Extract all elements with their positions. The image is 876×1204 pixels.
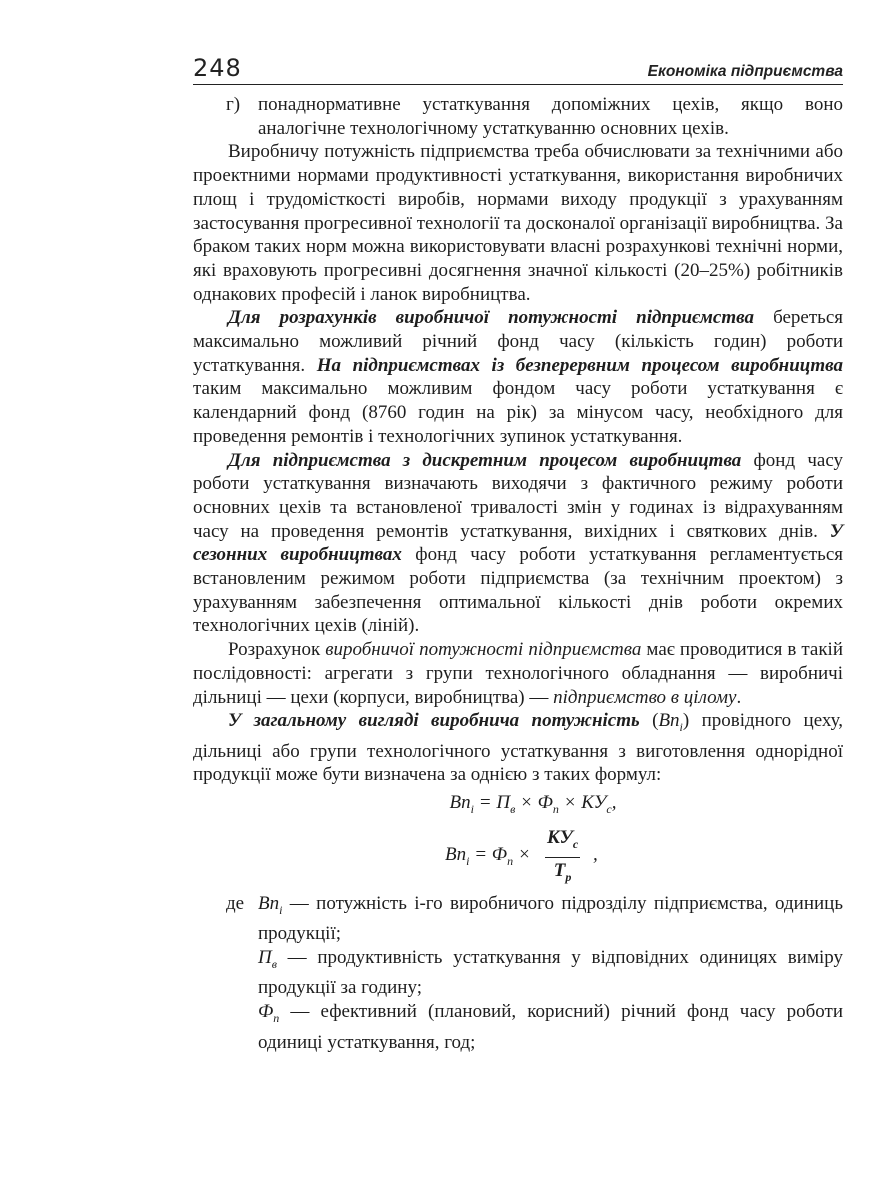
formula-operator: × — [515, 792, 538, 814]
page-number: 248 — [193, 54, 242, 82]
formula-2 — [193, 826, 843, 886]
body-text — [193, 93, 843, 1054]
fraction-numerator — [545, 826, 580, 859]
formula-symbol: КУ — [547, 826, 573, 848]
formula-symbol: Т — [553, 860, 566, 882]
formula-punctuation: , — [593, 843, 598, 865]
paragraph-capacity-norms — [193, 140, 843, 306]
definition-intro: де — [226, 892, 245, 914]
formula-operator: × — [558, 792, 582, 814]
definition-text: — ефективний (плановий, корисний) річний фонд часу роботи одиниці устаткування, год; — [258, 1001, 843, 1053]
formula-symbol: Ф — [491, 843, 508, 865]
definition-text: — потужність і-го виробничого підрозділу підприємства, одиниць продукції; — [258, 892, 843, 945]
formula-symbol: КУ — [581, 792, 607, 814]
page-header — [193, 54, 843, 85]
paragraph-text: фонд часу роботи устаткування визначають виходячи з фактичного режиму роботи основних цехів та встановленої тривалості змін у годинах із відрахуванням часу на проведення ремонтів устаткування, вихідних і святкових днів. — [193, 449, 843, 542]
definition-symbol: П — [258, 946, 272, 968]
definition-text: — продуктивність устаткування у відповідних одиницях виміру продукції за годину; — [258, 946, 843, 999]
paragraph-discrete-process — [193, 449, 843, 639]
list-item-text: понаднормативне устаткування допоміжних цехів, якщо воно аналогічне технологічному устаткуванню основних цехів. — [258, 94, 843, 139]
paragraph-text: береться максимально можливий річний фонд часу (кількість годин) роботи устаткування. — [193, 307, 843, 376]
paragraph-text: ( — [639, 710, 659, 732]
paragraph-text: має проводитися в такій послідовності: агрегати з групи технологічного обладнання — виробничі дільниці — цехи (корпуси, виробництва) — — [193, 639, 843, 708]
emphasis-term: На підприємствах із безперервним процесом виробництва — [316, 354, 844, 376]
formula-subscript: с — [572, 836, 579, 851]
definition-item — [193, 1000, 843, 1054]
paragraph-text: Розрахунок — [228, 639, 326, 661]
paragraph-text: Виробничу потужність підприємства треба обчислювати за технічними або проектними нормами продуктивності устаткування, використання виробничих площ і трудомісткості виробів, нормами виходу продукції з урахуванням застосування прогресивної технології та досконалої організації виробництва. За браком таких норм можна використовувати власні розрахункові технічні норми, які враховують прогресивні досягнення значної кількості (20–25%) робітників однакових професій і ланок виробництва. — [193, 141, 843, 305]
definition-symbol: Вп — [258, 892, 280, 914]
definition-subscript: в — [271, 956, 277, 971]
running-title: Економіка підприємства — [647, 63, 843, 80]
definition-item — [193, 892, 843, 946]
formula-operator: = — [469, 843, 492, 865]
paragraph-time-fund — [193, 306, 843, 448]
formula-subscript: i — [470, 801, 474, 816]
emphasis-term: Для підприємства з дискретним процесом виробництва — [228, 449, 742, 471]
formula-symbol: Ф — [537, 792, 553, 814]
emphasis-term: У сезонних виробництвах — [193, 520, 843, 566]
italic-term: підприємство в цілому — [553, 686, 737, 708]
paragraph-text: . — [736, 686, 742, 708]
formula-subscript: i — [466, 853, 470, 868]
definition-symbol: Ф — [258, 1001, 274, 1023]
formula-subscript: р — [565, 869, 572, 884]
formula-symbol: Вп — [449, 792, 471, 814]
paragraph-general-formula — [193, 709, 843, 787]
formula-operator: = — [474, 792, 497, 814]
formula-symbol: Вп — [445, 843, 467, 865]
formula-lhs — [445, 843, 531, 874]
formula-operator: × — [513, 843, 531, 865]
list-item-g — [193, 93, 843, 140]
formula-subscript: п — [552, 801, 559, 816]
paragraph-text: ) провідного цеху, дільниці або групи технологічного устаткування з виготовлення однорідної продукції може бути визначена за однією з таких формул: — [193, 710, 844, 786]
formula-subscript: в — [510, 801, 516, 816]
definition-item — [193, 946, 843, 1000]
formula-symbol: П — [496, 792, 511, 814]
definition-subscript: i — [279, 902, 283, 917]
formula-1 — [193, 791, 843, 822]
emphasis-term: Для розрахунків виробничої потужності підприємства — [228, 307, 755, 329]
definitions-list — [193, 892, 843, 1055]
fraction-denominator — [545, 858, 580, 890]
emphasis-term: У загальному вигляді виробнича потужність — [228, 710, 640, 732]
formula-punctuation: , — [611, 792, 617, 814]
symbol-subscript: i — [679, 720, 683, 735]
symbol: Вп — [658, 710, 680, 732]
formula-subscript: с — [606, 801, 612, 816]
formula-subscript: п — [507, 853, 514, 868]
paragraph-calculation-sequence — [193, 638, 843, 709]
paragraph-text: таким максимально можливим фондом часу роботи устаткування є календарний фонд (8760 годин на рік) за мінусом часу, необхідного для проведення ремонтів і технологічних зупинок устаткування. — [193, 378, 843, 447]
list-item-label: г) — [226, 94, 241, 115]
formula-fraction — [545, 826, 580, 890]
definition-subscript: п — [273, 1010, 280, 1025]
paragraph-text: фонд часу роботи устаткування регламентується встановленим режимом роботи підприємства (за технічним проектом) з урахуванням забезпечення оптимальної кількості днів роботи окремих технологічних цехів (ліній). — [193, 544, 843, 637]
italic-term: виробничої потужності підприємства — [325, 639, 642, 661]
